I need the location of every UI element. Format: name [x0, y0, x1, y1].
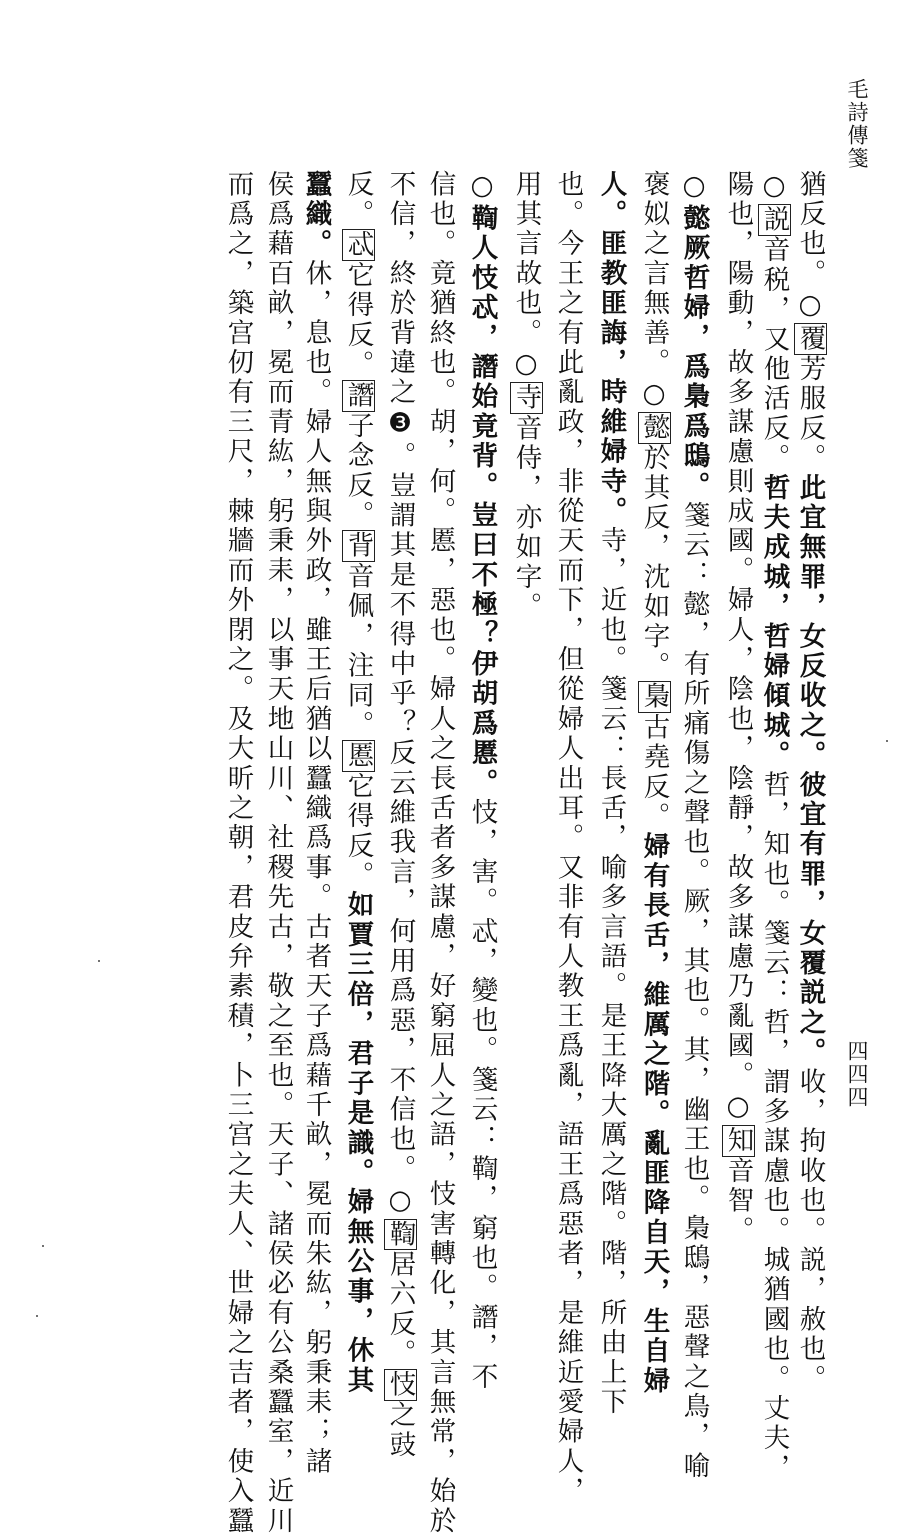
commentary-segment: 反。	[342, 170, 374, 230]
text-column	[638, 170, 670, 1397]
main-text-segment: 此宜無罪，女反收之。彼宜有罪，女覆説之。	[794, 473, 826, 1068]
commentary-segment: 之言無善。○	[638, 229, 670, 413]
main-text-segment: 婦有長舌，維厲之階。亂匪降自天，生自婦	[638, 831, 670, 1397]
running-header-title: 毛詩傳箋	[845, 78, 869, 170]
commentary-segment: 子念反。	[342, 411, 374, 531]
boxed-character: 忮	[384, 1370, 416, 1400]
boxed-character: 鞫	[384, 1219, 416, 1250]
text-column	[384, 170, 416, 1461]
main-text-segment: 蠶織。	[300, 170, 332, 260]
text-column	[552, 170, 584, 1507]
text-column	[342, 170, 374, 1396]
text-column	[300, 170, 332, 1477]
commentary-segment: 不信，終於背違之	[384, 170, 416, 408]
scan-speck	[36, 1315, 38, 1317]
text-column	[794, 170, 826, 1395]
text-column	[222, 170, 254, 1536]
text-column	[424, 170, 456, 1536]
commentary-segment: 而爲之，築宫仞有三尺，棘牆而外閉之。及大昕之朝，君皮弁素積，卜三宫之夫人、世婦之吉者，使入蠶	[222, 170, 254, 1536]
scan-speck	[42, 1245, 44, 1247]
proper-name-mark: 幽王	[678, 1095, 710, 1155]
main-text-segment: 人。匪教匪誨，時維婦寺。	[595, 170, 627, 527]
proper-name-mark: 褒姒	[638, 170, 670, 230]
boxed-character: 懿	[638, 413, 670, 443]
main-text-segment: 哲夫成城，哲婦傾城。	[758, 473, 790, 771]
boxed-character: 梟	[638, 682, 670, 713]
commentary-segment: 如字。	[638, 592, 670, 682]
boxed-character: 忒	[342, 230, 374, 261]
commentary-segment: 休，息也。婦人無與外政，雖王后猶以蠶織爲事。古者天子爲藉千畝，冕而朱紘，躬秉耒；諸	[300, 259, 332, 1477]
boxed-character: 説	[758, 205, 790, 235]
commentary-segment: 它得反。	[342, 261, 374, 380]
commentary-segment: 陽也，陽動，故多謀慮則成國。婦人，陰也，陰靜，故多謀慮乃亂國。○	[722, 170, 754, 1125]
text-column	[510, 170, 542, 1320]
text-column	[466, 170, 498, 1393]
text-column	[678, 170, 710, 1482]
commentary-segment: 也。今王之有此亂政，非從天而下，但從婦人出耳。又非有人教王爲亂，語王爲惡者，是維近愛婦人，	[552, 170, 584, 1507]
commentary-segment: 古堯反。	[638, 713, 670, 832]
proper-name-mark: 沈	[638, 562, 670, 593]
boxed-character: 覆	[794, 324, 826, 354]
boxed-character: 背	[342, 531, 374, 562]
commentary-segment: 寺，近也。箋云：長舌，喻多言語。是王降大厲之階。階，所由上下	[595, 526, 627, 1418]
commentary-segment: 音佩，注同。	[342, 562, 374, 741]
commentary-segment: 居六反。	[384, 1250, 416, 1370]
commentary-segment: 也。梟鴟，惡聲之鳥，喻	[678, 1154, 710, 1482]
commentary-segment: 之豉	[384, 1400, 416, 1461]
main-text-segment: ○鞫人忮忒，譖始竟背。豈曰不極？伊胡爲慝。	[466, 170, 498, 799]
commentary-segment: ○	[758, 170, 790, 205]
text-column	[758, 170, 790, 1484]
scan-speck	[98, 960, 100, 962]
commentary-segment: 收，拘收也。説，赦也。	[794, 1067, 826, 1395]
commentary-segment: 。豈謂其是不得中乎？反云維我言，何用爲惡，不信也。○	[384, 441, 416, 1219]
main-text-segment: 如賈三倍，君子是識。婦無公事，休其	[342, 890, 374, 1396]
scan-speck	[886, 740, 888, 742]
commentary-segment: 用其言故也。○	[510, 170, 542, 383]
text-column	[722, 170, 754, 1320]
main-text-segment: ○懿厥哲婦，爲梟爲鴟。	[678, 170, 710, 502]
text-column	[595, 170, 627, 1418]
boxed-character: 慝	[342, 741, 374, 772]
commentary-segment: 音税，又他活反。	[758, 235, 790, 474]
commentary-segment: 於其反，	[638, 443, 670, 563]
boxed-character: 知	[722, 1125, 754, 1156]
commentary-segment: 芳服反。	[794, 354, 826, 474]
note-marker: ❸	[384, 407, 416, 442]
commentary-segment: 猶反也。○	[794, 170, 826, 323]
text-column	[262, 170, 294, 1536]
commentary-segment: 音智。	[722, 1156, 754, 1246]
commentary-segment: 侯爲藉百畝，冕而青紘，躬秉耒，以事天地山川、社稷先古，敬之至也。天子、諸侯必有公桑蠶室，近川	[262, 170, 294, 1536]
commentary-segment: 哲，知也。箋云：哲，謂多謀慮也。城猶國也。丈夫，	[758, 770, 790, 1484]
commentary-segment: 音侍，亦如字。	[510, 414, 542, 623]
commentary-segment: 箋云：懿，有所痛傷之聲也。厥，其也。其，	[678, 501, 710, 1096]
page-number: 四四四	[845, 1040, 869, 1109]
commentary-segment: 它得反。	[342, 772, 374, 891]
commentary-segment: 忮，害。忒，變也。箋云：鞫，窮也。譖，不	[466, 798, 498, 1393]
boxed-character: 寺	[510, 383, 542, 414]
boxed-character: 譖	[342, 380, 374, 411]
commentary-segment: 信也。竟猶終也。胡，何。慝，惡也。婦人之長舌者多謀慮，好窮屈人之語，忮害轉化，其言無常，始於	[424, 170, 456, 1536]
